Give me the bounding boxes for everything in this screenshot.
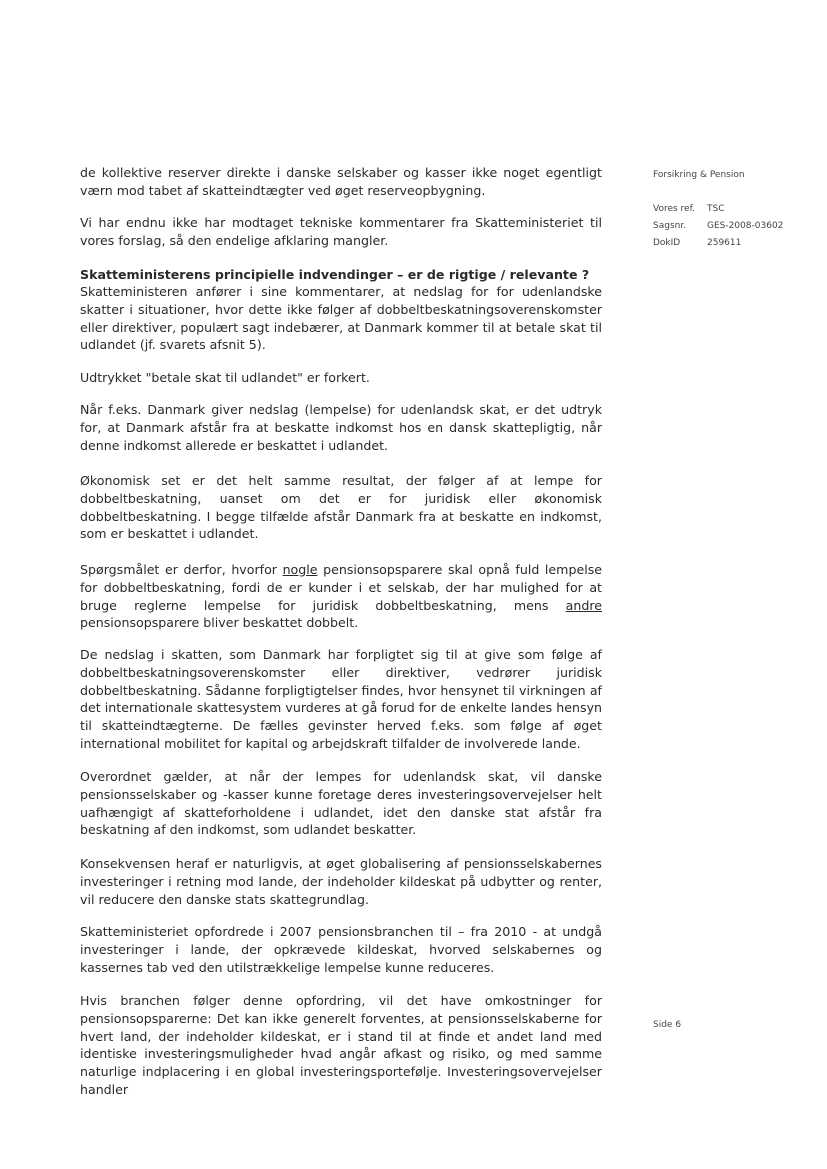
underlined-word: andre: [565, 597, 602, 613]
meta-label: Vores ref.: [653, 204, 695, 214]
underlined-word: nogle: [282, 562, 318, 577]
paragraph: Overordnet gælder, at når der lempes for udenlandsk skat, vil danske pensionsselskaber og -kasser kunne foretage deres investeringsovervejelser helt uafhængigt af skatteforholdene i udlandet, idet den danske stat afstår fra beskatning af den indkomst, som udlandet beskatter.: [80, 769, 602, 838]
paragraph: Når f.eks. Danmark giver nedslag (lempelse) for udenlandsk skat, er det udtryk for, at Danmark afstår fra at beskatte indkomst hos en dansk skattepligtig, når denne indkomst allerede er beskattet i udlandet.: [80, 402, 602, 453]
paragraph: [80, 561, 602, 632]
organization-name: Forsikring & Pension: [653, 170, 745, 180]
paragraph: Hvis branchen følger denne opfordring, vil det have omkostninger for pensionsopsparerne: Det kan ikke generelt forventes, at pensionsselskaberne for hvert land, der indeholder kildeskat, er i stand til at finde et andet land med identiske investeringsmuligheder hvad angår afkast og risiko, og med samme naturlige indplacering i en global investeringsportefølje. Investeringsovervejelser handler: [80, 993, 602, 1097]
paragraph: Skatteministeren anfører i sine kommentarer, at nedslag for for udenlandske skatter i situationer, hvor dette ikke følger af dobbeltbeskatningsoverenskomster eller direktiver, populært sagt indebærer, at Danmark kommer til at betale skat til udlandet (jf. svarets afsnit 5).: [80, 284, 602, 353]
paragraph: Økonomisk set er det helt samme resultat, der følger af at lempe for dobbeltbeskatning, uanset om det er for juridisk eller økonomisk dobbeltbeskatning. I begge tilfælde afstår Danmark fra at beskatte en indkomst, som er beskattet i udlandet.: [80, 473, 602, 542]
paragraph: Vi har endnu ikke har modtaget tekniske kommentarer fra Skatteministeriet til vores forslag, så den endelige afklaring mangler.: [80, 215, 602, 248]
paragraph-text: Spørgsmålet er derfor, hvorfor: [80, 562, 283, 577]
paragraph: Udtrykket "betale skat til udlandet" er forkert.: [80, 370, 370, 385]
meta-value: 259611: [707, 238, 742, 248]
paragraph: de kollektive reserver direkte i danske selskaber og kasser ikke noget egentligt værn mod tabet af skatteindtægter ved øget reserveopbygning.: [80, 165, 602, 198]
meta-label: DokID: [653, 238, 681, 248]
meta-label: Sagsnr.: [653, 221, 687, 231]
meta-value: TSC: [707, 204, 725, 214]
paragraph: Skatteministeriet opfordrede i 2007 pensionsbranchen til – fra 2010 - at undgå investeringer i lande, der opkrævede kildeskat, hvorved selskabernes og kassernes tab ved den utilstrækkelige lempelse kunne reduceres.: [80, 924, 602, 975]
page-number: Side 6: [653, 1020, 682, 1030]
meta-value: GES-2008-03602: [707, 221, 784, 231]
paragraph: Konsekvensen heraf er naturligvis, at øget globalisering af pensionsselskabernes investeringer i retning mod lande, der indeholder kildeskat på udbytter og renter, vil reducere den danske stats skattegrundlag.: [80, 856, 602, 907]
section-heading: Skatteministerens principielle indvendinger – er de rigtige / relevante ?: [80, 267, 590, 282]
paragraph-text: pensionsopsparere skal opnå fuld lempelse for dobbeltbeskatning, fordi de er kunder i et selskab, der har mulighed for at bruge reglerne lempelse for juridisk dobbeltbeskatning, mens: [80, 562, 602, 613]
paragraph: De nedslag i skatten, som Danmark har forpligtet sig til at give som følge af dobbeltbeskatningsoverenskomster eller direktiver, vedrører juridisk dobbeltbeskatning. Sådanne forpligtigtelser findes, hvor hensynet til virkningen af det internationale skattesystem vurderes at gå forud for de enkelte landes hensyn til skatteindtægterne. De fælles gevinster herved f.eks. som følge af øget international mobilitet for kapital og arbejdskraft tilfalder de involverede lande.: [80, 647, 602, 751]
paragraph-text: pensionsopsparere bliver beskattet dobbelt.: [80, 615, 359, 631]
